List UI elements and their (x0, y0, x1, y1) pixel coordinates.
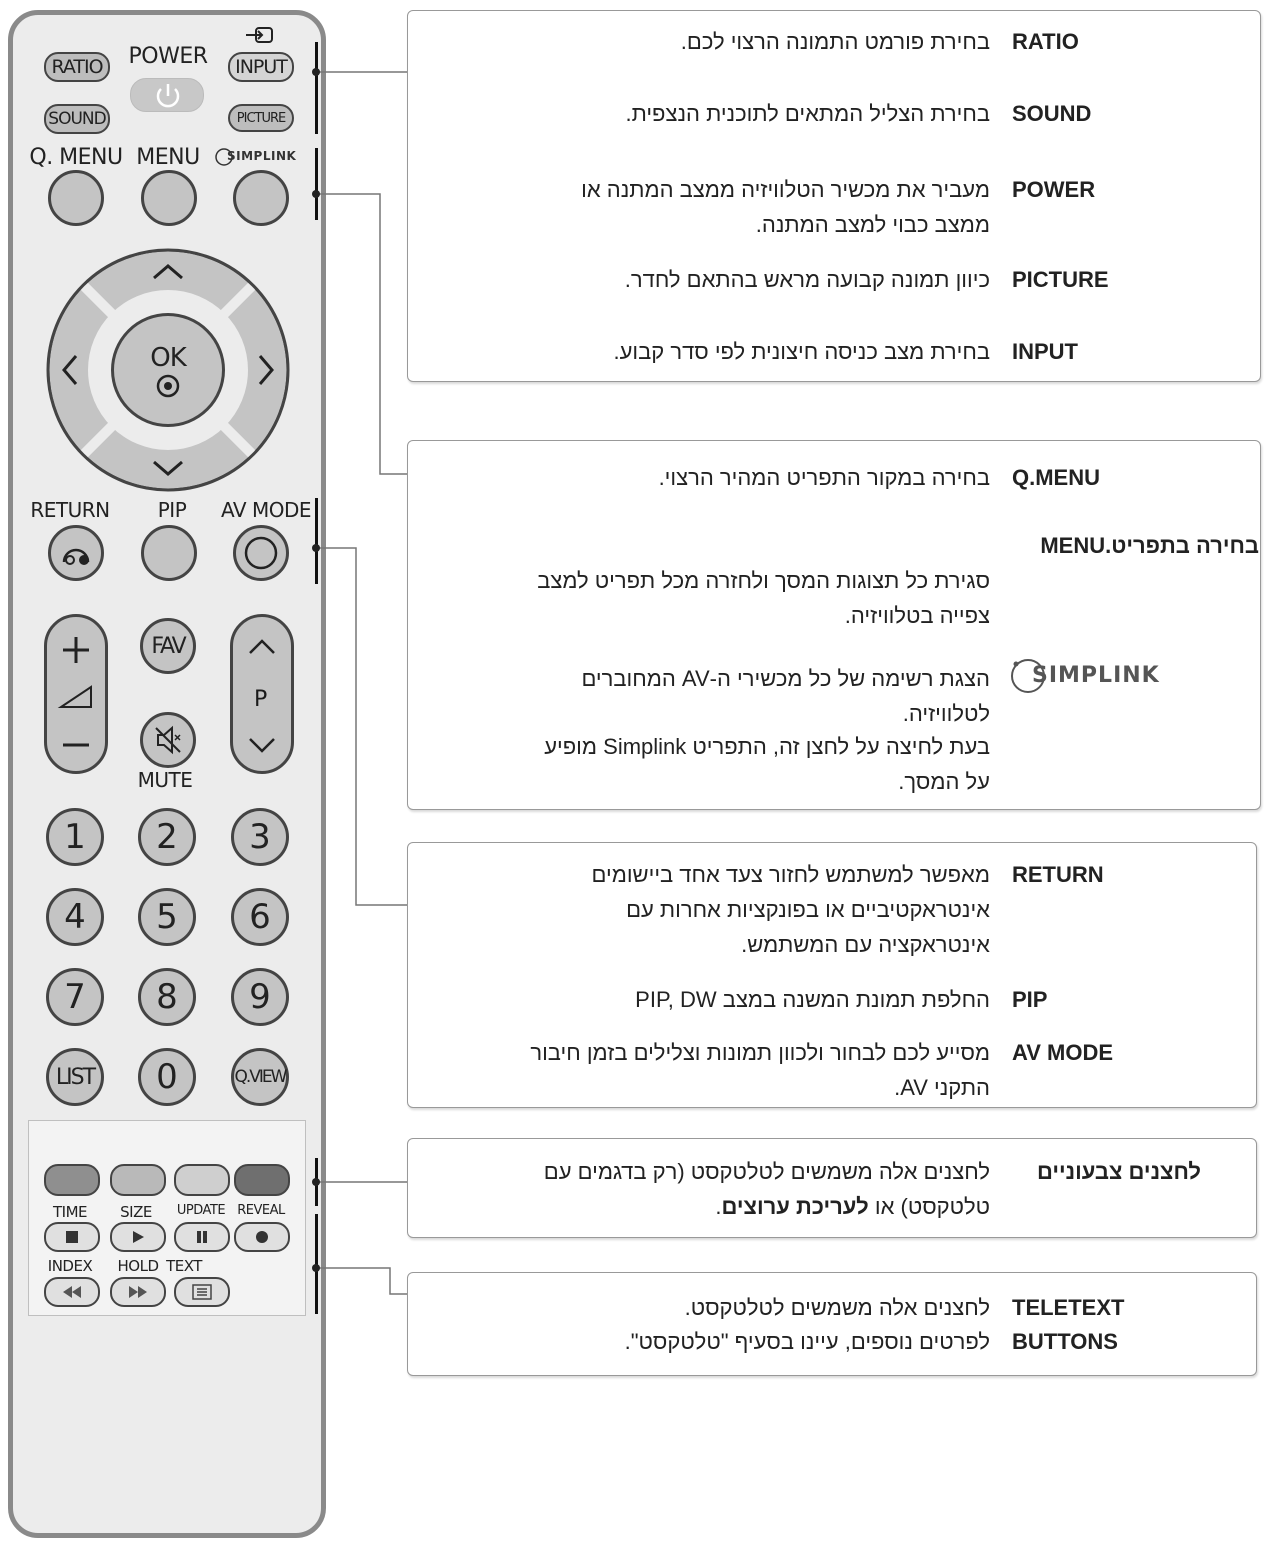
qmenu-desc-label: Q.MENU (1012, 465, 1100, 490)
teletext-desc-label-2: BUTTONS (1012, 1329, 1118, 1354)
program-label: P (254, 687, 268, 712)
digit-0-button[interactable]: 0 (138, 1048, 196, 1106)
avmode-desc-line-2: התקני AV. (894, 1075, 990, 1100)
return-desc-line-3: אינטראקציה עם המשתמש. (741, 932, 990, 957)
digit-5-button[interactable]: 5 (138, 888, 196, 946)
pip-label: PIP (157, 498, 187, 522)
teletext-desc-label-1: TELETEXT (1012, 1295, 1125, 1320)
time-label: TIME (52, 1203, 88, 1221)
color-buttons-desc-part-c: . (715, 1194, 722, 1219)
simplink-desc-line-2: לטלוויזיה. (902, 701, 990, 726)
qmenu-desc: בחירה במקור התפריט המהיר הרצוי. (658, 465, 990, 490)
digit-1-button[interactable]: 1 (46, 808, 104, 866)
input-desc: בחירת מצב כניסה חיצונית לפי סדר קבוע. (613, 339, 990, 364)
teletext-desc-line-2: לפרטים נוספים, עיינו בסעיף "טלטקסט". (624, 1329, 990, 1354)
return-label: RETURN (30, 498, 110, 522)
digit-4-button[interactable]: 4 (46, 888, 104, 946)
color-buttons-desc-line-1: לחצנים אלה משמשים לטלטקסט (רק בדגמים עם (543, 1159, 990, 1184)
simplink-logo-text: SIMPLINK (227, 149, 297, 163)
simplink-desc-line-4: על המסך. (898, 769, 990, 794)
menu-desc-line-1: סגירת כל תצוגות המסך ולחזרה מכל תפריט למצב (537, 568, 990, 593)
avmode-label: AV MODE (221, 498, 311, 522)
sound-desc: בחירת הצליל המתאים לתוכנית הנצפית. (625, 101, 990, 126)
input-desc-label: INPUT (1012, 339, 1078, 364)
menu-desc-line-2: צפייה בטלוויזיה. (844, 603, 990, 628)
ok-label: OK (150, 343, 186, 373)
color-buttons-desc-part-b: לעריכת ערוצים (721, 1194, 869, 1219)
text-label: TEXT (166, 1257, 202, 1275)
avmode-desc-line-1: מסייע לכם לבחור ולכוון תמונות וצלילים בזמן חיבור (530, 1040, 990, 1065)
pip-desc: החלפת תמונת המשנה במצב PIP, DW (635, 987, 990, 1012)
digit-2-button[interactable]: 2 (138, 808, 196, 866)
fav-button[interactable]: FAV (140, 618, 196, 674)
menu-label: MENU (136, 145, 200, 170)
teletext-desc-line-1: לחצנים אלה משמשים לטלטקסט. (684, 1295, 990, 1320)
digit-9-button[interactable]: 9 (231, 968, 289, 1026)
qmenu-label: Q. MENU (29, 145, 123, 170)
power-label: POWER (128, 44, 208, 69)
picture-desc: כיוון תמונה קבועה מראש בהתאם לחדר. (624, 267, 990, 292)
reveal-label: REVEAL (237, 1203, 285, 1218)
qview-button[interactable]: Q.VIEW (231, 1048, 289, 1106)
mute-label: MUTE (137, 768, 193, 792)
ratio-desc-label: RATIO (1012, 29, 1079, 54)
digit-3-button[interactable]: 3 (231, 808, 289, 866)
input-button[interactable]: INPUT (228, 52, 294, 82)
simplink-desc-line-3: בעת לחיצה על לחצן זה, התפריט Simplink מופיע (544, 734, 990, 759)
sound-desc-label: SOUND (1012, 101, 1092, 126)
index-label: INDEX (47, 1257, 93, 1275)
power-desc-label: POWER (1012, 177, 1096, 202)
update-label: UPDATE (176, 1203, 226, 1218)
color-buttons-desc-part-a: טלטקסט) או (868, 1194, 990, 1219)
ratio-desc: בחירת פורמט התמונה הרצוי לכם. (680, 29, 990, 54)
list-button[interactable]: LIST (46, 1048, 104, 1106)
ratio-button[interactable]: RATIO (44, 52, 110, 82)
power-desc-line-2: ממצב כבוי למצב המתנה. (755, 212, 990, 237)
digit-6-button[interactable]: 6 (231, 888, 289, 946)
size-label: SIZE (120, 1203, 152, 1221)
menu-desc-label: בחירה בתפריט.MENU (1040, 533, 1259, 558)
digit-8-button[interactable]: 8 (138, 968, 196, 1026)
picture-desc-label: PICTURE (1012, 267, 1109, 292)
return-desc-label: RETURN (1012, 862, 1104, 887)
pip-desc-label: PIP (1012, 987, 1048, 1012)
simplink-desc-label: SIMPLINK (1032, 663, 1160, 688)
picture-button[interactable]: PICTURE (228, 104, 294, 132)
sound-button[interactable]: SOUND (44, 104, 110, 134)
power-desc-line-1: מעביר את מכשיר הטלוויזיה ממצב המתנה או (581, 177, 990, 202)
avmode-desc-label: AV MODE (1012, 1040, 1114, 1065)
color-buttons-desc-label: לחצנים צבעוניים (1036, 1159, 1201, 1184)
simplink-desc-logo (1010, 658, 1170, 694)
return-desc-line-1: מאפשר למשתמש לחזור צעד אחד ביישומים (591, 862, 990, 887)
simplink-desc-line-1: הצגת רשימה של כל מכשירי ה-AV המחוברים (581, 666, 990, 691)
color-buttons-desc-line-2 (715, 1189, 990, 1224)
digit-7-button[interactable]: 7 (46, 968, 104, 1026)
return-desc-line-2: אינטראקטיביים או בפונקציות אחרות עם (626, 897, 990, 922)
hold-label: HOLD (117, 1257, 159, 1275)
